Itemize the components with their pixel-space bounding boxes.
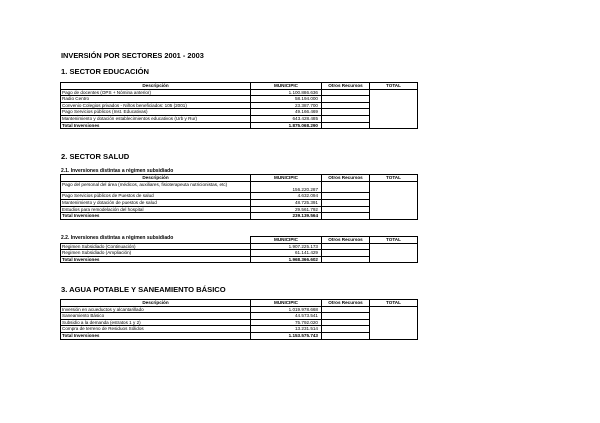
row-otros [322, 89, 370, 96]
header-otros-recursos: Otros Recursos [322, 175, 370, 182]
subsection-title-salud-1: 2.1. Inversiones distintas a régimen subsidiado [61, 168, 174, 174]
table-row [61, 250, 418, 257]
total-municipio: 1.875.068.290 [251, 122, 322, 129]
total-municipio: 1.153.575.743 [251, 332, 322, 339]
total-row [61, 213, 418, 220]
row-municipio: 23.387.700 [251, 102, 322, 109]
total-total [370, 213, 418, 220]
table-row [61, 319, 418, 326]
row-otros [322, 326, 370, 333]
total-label: Total Inversiones [61, 122, 251, 129]
row-municipio: 4.632.094 [251, 193, 322, 200]
table-header-row [61, 83, 418, 90]
row-otros [322, 102, 370, 109]
table-row [61, 109, 418, 116]
row-descripcion: Mantenimiento y dotación de puestos de salud [61, 199, 251, 206]
row-municipio: 75.792.020 [251, 319, 322, 326]
row-total [370, 102, 418, 109]
header-municipio: MUNICIPIC [251, 83, 322, 90]
total-otros [322, 256, 370, 263]
row-otros [322, 109, 370, 116]
table-header-row [61, 237, 418, 244]
row-otros [322, 319, 370, 326]
subsection-title-salud-2: 2.2. Inversiones distintas a régimen subsidiado [61, 235, 174, 241]
header-municipio: MUNICIPIC [251, 237, 322, 244]
row-total [370, 193, 418, 200]
row-total [370, 313, 418, 320]
row-municipio: 13.231.514 [251, 326, 322, 333]
table-row [61, 326, 418, 333]
row-total [370, 206, 418, 213]
document-title: INVERSIÓN POR SECTORES 2001 - 2003 [61, 51, 204, 60]
table-row [61, 115, 418, 122]
row-otros [322, 193, 370, 200]
total-total [370, 122, 418, 129]
header-otros-recursos: Otros Recursos [322, 83, 370, 90]
table-row [61, 181, 418, 193]
total-total [370, 256, 418, 263]
table-salud-2 [60, 236, 418, 263]
total-row [61, 122, 418, 129]
row-descripcion: Inversión en acueductos y alcantarillado [61, 306, 251, 313]
total-municipio: 239.139.564 [251, 213, 322, 220]
table-header-row [61, 175, 418, 182]
row-descripcion: Pago Servicios públicos (Inst. Educativas) [61, 109, 251, 116]
total-otros [322, 332, 370, 339]
header-otros-recursos: Otros Recursos [322, 300, 370, 307]
row-descripcion: Pago Servicios públicos de Puestos de salud [61, 193, 251, 200]
header-municipio: MUNICIPIC [251, 175, 322, 182]
row-total [370, 96, 418, 103]
total-municipio: 1.968.366.602 [251, 256, 322, 263]
row-municipio: 44.573.541 [251, 313, 322, 320]
row-total [370, 181, 418, 193]
row-otros [322, 306, 370, 313]
row-municipio: 1.019.978.668 [251, 306, 322, 313]
row-total [370, 306, 418, 313]
total-label: Total Inversiones [61, 332, 251, 339]
row-total [370, 109, 418, 116]
table-educacion [60, 82, 418, 129]
row-descripcion: Pago de docentes (OPS + Nómina anterior) [61, 89, 251, 96]
row-otros [322, 243, 370, 250]
row-descripcion: Regimen Subsidiado (Ampliación) [61, 250, 251, 257]
row-municipio: 29.561.792 [251, 206, 322, 213]
total-otros [322, 122, 370, 129]
row-municipio: 156.220.287 [251, 181, 322, 193]
table-agua [60, 299, 418, 340]
row-descripcion: Saneamiento Básico [61, 313, 251, 320]
row-total [370, 199, 418, 206]
table-row [61, 96, 418, 103]
header-otros-recursos: Otros Recursos [322, 237, 370, 244]
row-descripcion: Convenio Colegios privados - Niños beneficiados: 105 (2001) [61, 102, 251, 109]
table-row [61, 243, 418, 250]
row-otros [322, 181, 370, 193]
header-descripcion: Descripción [61, 300, 251, 307]
section-title-salud: 2. SECTOR SALUD [61, 152, 130, 161]
row-descripcion: Compra de terreno de Residuos Sólidos [61, 326, 251, 333]
total-label: Total Inversiones [61, 256, 251, 263]
row-total [370, 326, 418, 333]
table-row [61, 193, 418, 200]
row-total [370, 319, 418, 326]
row-otros [322, 96, 370, 103]
table-row [61, 313, 418, 320]
row-municipio: 643.428.485 [251, 115, 322, 122]
row-otros [322, 250, 370, 257]
row-descripcion: Subsidio a la demanda (estratos 1 y 2) [61, 319, 251, 326]
row-municipio: 1.907.225.173 [251, 243, 322, 250]
table-row [61, 306, 418, 313]
row-otros [322, 206, 370, 213]
header-descripcion: Descripción [61, 175, 251, 182]
row-total [370, 115, 418, 122]
row-descripcion: Pago del personal del área (médicos, auxiliares, fisioterapeuta nutricionistas, etc) [61, 181, 251, 193]
header-blank [61, 237, 251, 244]
row-descripcion: Mantenimiento y dotación establecimientos educativos (Urb y Rur) [61, 115, 251, 122]
total-otros [322, 213, 370, 220]
row-otros [322, 199, 370, 206]
header-descripcion: Descripción [61, 83, 251, 90]
header-total: TOTAL [370, 83, 418, 90]
table-header-row [61, 300, 418, 307]
row-municipio: 48.725.391 [251, 199, 322, 206]
total-row [61, 332, 418, 339]
table-salud-1 [60, 174, 418, 220]
header-total: TOTAL [370, 175, 418, 182]
section-title-agua: 3. AGUA POTABLE Y SANEAMIENTO BÁSICO [61, 285, 226, 294]
total-total [370, 332, 418, 339]
total-label: Total Inversiones [61, 213, 251, 220]
table-row [61, 89, 418, 96]
row-total [370, 89, 418, 96]
row-descripcion: Radio Centro [61, 96, 251, 103]
row-municipio: 61.141.429 [251, 250, 322, 257]
header-total: TOTAL [370, 300, 418, 307]
row-total [370, 250, 418, 257]
row-descripcion: Regimen Subsidiado (Continuación) [61, 243, 251, 250]
row-otros [322, 115, 370, 122]
row-municipio: 49.166.469 [251, 109, 322, 116]
table-row [61, 102, 418, 109]
header-municipio: MUNICIPIC [251, 300, 322, 307]
row-municipio: 1.100.886.636 [251, 89, 322, 96]
table-row [61, 206, 418, 213]
header-total: TOTAL [370, 237, 418, 244]
row-descripcion: Estudios para remodelación del hospital [61, 206, 251, 213]
row-municipio: 58.194.000 [251, 96, 322, 103]
total-row [61, 256, 418, 263]
section-title-educacion: 1. SECTOR EDUCACIÓN [61, 67, 150, 76]
row-total [370, 243, 418, 250]
table-row [61, 199, 418, 206]
row-otros [322, 313, 370, 320]
